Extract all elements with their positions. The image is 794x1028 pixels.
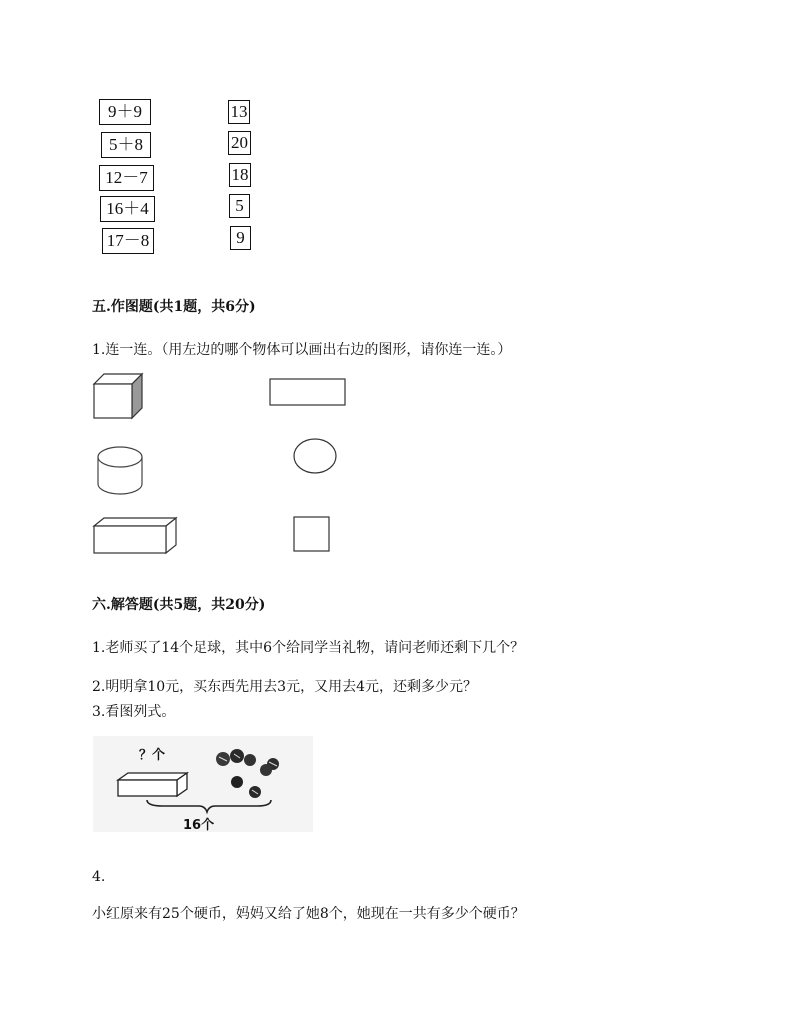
unknown-count-label: ？个 (139, 748, 166, 763)
square-icon[interactable] (293, 516, 333, 556)
count-figure (93, 736, 313, 832)
total-count-label: 16个 (183, 818, 215, 833)
expression-box-5[interactable]: 17－8 (102, 228, 154, 254)
section-6-question-2: 2.明明拿10元，买东西先用去3元，又用去4元，还剩多少元？ (92, 679, 477, 695)
section-6-question-1: 1.老师买了14个足球，其中6个给同学当礼物，请问老师还剩下几个？ (92, 640, 525, 656)
balls-icon (209, 748, 279, 798)
cuboid-icon[interactable] (92, 516, 182, 556)
section-5-question-1: 1.连一连。（用左边的哪个物体可以画出右边的图形，请你连一连。） (92, 342, 512, 358)
section-6-title: 六.解答题(共5题，共20分) (92, 597, 266, 613)
cube-icon[interactable] (92, 372, 152, 422)
number-box-3[interactable]: 18 (229, 163, 251, 187)
expression-box-4[interactable]: 16＋4 (100, 196, 155, 222)
expression-box-1[interactable]: 9＋9 (99, 99, 151, 125)
section-6-question-4: 小红原来有25个硬币，妈妈又给了她8个，她现在一共有多少个硬币？ (92, 906, 525, 922)
expression-box-2[interactable]: 5＋8 (101, 132, 151, 158)
number-box-4[interactable]: 5 (229, 194, 250, 218)
cylinder-icon[interactable] (97, 444, 147, 500)
ellipse-icon[interactable] (292, 437, 340, 479)
section-6-question-3: 3.看图列式。 (92, 704, 176, 720)
number-box-2[interactable]: 20 (228, 131, 251, 155)
expression-box-3[interactable]: 12－7 (99, 165, 154, 191)
number-box-5[interactable]: 9 (230, 226, 251, 250)
section-5-title: 五.作图题(共1题，共6分) (92, 299, 256, 315)
number-box-1[interactable]: 13 (228, 100, 250, 124)
section-6-question-4-number: 4. (92, 869, 106, 885)
rectangle-icon[interactable] (269, 378, 349, 408)
